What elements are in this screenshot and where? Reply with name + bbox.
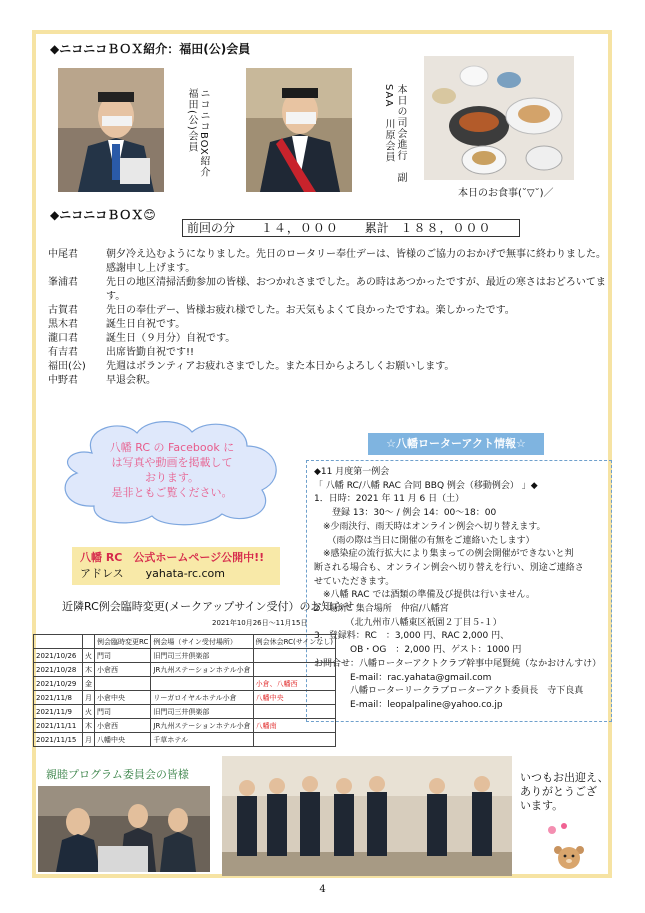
facebook-line2: は写真や動画を掲載して: [111, 456, 233, 469]
schedule-day: 木: [83, 719, 95, 733]
rac-line: ※少雨決行、雨天時はオンライン例会へ切り替えます。: [314, 521, 546, 532]
nico-messages: [48, 248, 608, 388]
schedule-day: 火: [83, 649, 95, 663]
message-row: [48, 276, 608, 304]
schedule-venue: リーガロイヤルホテル小倉: [151, 691, 253, 705]
schedule-date: 2021/10/29: [34, 677, 83, 691]
schedule-header-cell: [34, 635, 83, 649]
schedule-rc: 小倉西: [95, 663, 151, 677]
rac-content: [314, 466, 601, 713]
message-text: 先日の地区清掃活動参加の皆様、おつかれさまでした。あの時はあつかったですが、最近の寒さはおどろいてます。: [106, 277, 606, 302]
schedule-day: 金: [83, 677, 95, 691]
rac-line: 八幡ローターリークラブローターアクト委員長 寺下良真: [314, 686, 584, 697]
rac-line: 3．登録料：RC ：3,000 円、RAC 2,000 円、: [314, 631, 510, 642]
schedule-closed: 八幡南: [253, 719, 335, 733]
schedule-closed: [253, 705, 335, 719]
homepage-title: 八幡 RC 公式ホームページ公開中!!: [80, 551, 265, 564]
message-text: 早退会釈。: [106, 375, 156, 386]
photo-greeters: [222, 756, 512, 876]
rac-line: ※八幡 RAC では酒類の準備及び提供は行いません。: [314, 590, 535, 601]
rac-line: E-mail：rac.yahata@gmail.com: [314, 672, 492, 683]
schedule-header-row: [34, 635, 336, 649]
schedule-date: 2021/10/26: [34, 649, 83, 663]
message-text: 先週はボランティアお疲れさまでした。また本日からよろしくお願いします。: [106, 361, 455, 372]
message-row: [48, 304, 608, 318]
schedule-closed: [253, 649, 335, 663]
schedule-rc: 小倉西: [95, 719, 151, 733]
schedule-date: 2021/10/28: [34, 663, 83, 677]
schedule-date: 2021/11/11: [34, 719, 83, 733]
schedule-row: [34, 691, 336, 705]
schedule-closed: [253, 663, 335, 677]
schedule-header-cell: 例会休会RC(サインなし): [253, 635, 335, 649]
thanks-line3: います。: [520, 799, 564, 812]
message-name: 瀧口君: [48, 333, 78, 344]
rac-line: 断される場合も、オンライン例会へ切り替えを行い、別途ご連絡さ: [314, 562, 584, 573]
rac-line: お問合せ：八幡ローターアクトクラブ幹事中尾賢純（なかおけんすけ）: [314, 658, 602, 669]
rac-line: OB・OG ：2,000 円、ゲスト：1000 円: [314, 645, 522, 656]
schedule-rc: [95, 677, 151, 691]
schedule-venue: JR九州ステーションホテル小倉: [151, 719, 253, 733]
rac-line: 2．場所：集合場所 仲宿/八幡宮: [314, 604, 449, 615]
message-text: 出席皆勤自祝です!!: [106, 347, 195, 358]
schedule-rc: 小倉中央: [95, 691, 151, 705]
summary-label: 前回の分: [187, 221, 236, 235]
page-number: 4: [319, 884, 326, 895]
nico-box-title: ◆ニコニコＢＯＸ😊: [50, 208, 156, 222]
bear-illustration-icon: [538, 820, 598, 874]
message-row: [48, 374, 608, 388]
facebook-cloud: [52, 418, 292, 528]
thanks-text: [520, 771, 609, 813]
total-value: １８８，０００: [400, 221, 492, 235]
rac-line: せていただきます。: [314, 576, 395, 587]
thanks-line1: いつもお出迎え、: [520, 771, 609, 784]
facebook-line3: おります。: [144, 471, 200, 484]
schedule-closed: 八幡中央: [253, 691, 335, 705]
homepage-box: [72, 547, 280, 585]
message-text: 先日の奉仕デー、皆様お疲れ様でした。お天気もよくて良かったですね。楽しかったです。: [106, 305, 515, 316]
nico-summary-box: [182, 219, 520, 237]
nico-intro-title: ◆ニコニコＢＯＸ紹介：福田(公)会員: [50, 42, 251, 56]
schedule-table: [33, 634, 336, 747]
schedule-rc: 門司: [95, 649, 151, 663]
schedule-row: [34, 663, 336, 677]
schedule-date: 2021/11/15: [34, 733, 83, 747]
photo-meal: [424, 56, 574, 180]
rac-line: （雨の際は当日に開催の有無をご連絡いたします）: [314, 535, 535, 546]
schedule-header-cell: 例会場（サイン受付場所）: [151, 635, 253, 649]
schedule-row: [34, 705, 336, 719]
message-text: 朝夕冷え込むようになりました。先日のロータリー奉仕デーは、皆様のご協力のおかげで無事に終わりました。感謝申し上げます。: [106, 249, 606, 274]
message-name: 黒木君: [48, 319, 78, 330]
message-name: 中野君: [48, 375, 78, 386]
rac-title: ☆八幡ローターアクト情報☆: [368, 433, 544, 455]
facebook-line1: 八幡 RC の Facebook に: [109, 441, 235, 454]
schedule-day: 月: [83, 733, 95, 747]
schedule-date: 2021/11/8: [34, 691, 83, 705]
shinboku-title: 親睦プログラム委員会の皆様: [46, 768, 189, 781]
message-text: 誕生日（９月分）自祝です。: [106, 333, 236, 344]
message-name: 福田(公): [48, 361, 86, 372]
schedule-venue: JR九州ステーションホテル小倉: [151, 663, 253, 677]
schedule-period: 2021年10月26日～11月15日: [212, 619, 308, 627]
schedule-header-cell: 例会臨時変更RC: [95, 635, 151, 649]
photo-shinboku: [38, 786, 210, 872]
message-text: 誕生日自祝です。: [106, 319, 186, 330]
schedule-day: 木: [83, 663, 95, 677]
rac-line: 「 八幡 RC/八幡 RAC 合同 BBQ 例会（移動例会） 」◆: [314, 480, 538, 491]
rac-line: 1．日時：2021 年 11 月 6 日（土）: [314, 494, 465, 505]
facebook-line4: 是非ともご覧ください。: [111, 486, 233, 499]
schedule-row: [34, 719, 336, 733]
homepage-address-label: アドレス: [80, 567, 124, 580]
caption-fukuda: ニコニコBOX紹介 福田(公)会員: [186, 88, 209, 189]
caption-kawahara: 本日の司会進行 副SAA 川原会員: [383, 84, 406, 183]
caption-meal: 本日のお食事(˘▽˘)／: [458, 188, 554, 199]
schedule-day: 月: [83, 691, 95, 705]
schedule-header-cell: [83, 635, 95, 649]
message-row: [48, 360, 608, 374]
homepage-address[interactable]: yahata-rc.com: [145, 567, 225, 580]
schedule-title: 近隣RC例会臨時変更(メークアップサイン受付）のお知らせ: [62, 600, 355, 613]
schedule-day: 火: [83, 705, 95, 719]
message-row: [48, 332, 608, 346]
schedule-closed: 小倉、八幡西: [253, 677, 335, 691]
rac-line: 登録 13：30～ / 例会 14：00～18：00: [314, 508, 497, 519]
message-row: [48, 318, 608, 332]
schedule-venue: [151, 677, 253, 691]
schedule-row: [34, 649, 336, 663]
rac-line: E-mail：leopalpaline@yahoo.co.jp: [314, 699, 503, 710]
schedule-date: 2021/11/9: [34, 705, 83, 719]
thanks-line2: ありがとうござ: [520, 785, 597, 798]
schedule-venue: 千草ホテル: [151, 733, 253, 747]
schedule-closed: [253, 733, 335, 747]
message-name: 中尾君: [48, 249, 78, 260]
summary-value: １４，０００: [260, 221, 339, 235]
schedule-row: [34, 677, 336, 691]
schedule-rc: 門司: [95, 705, 151, 719]
schedule-rc: 八幡中央: [95, 733, 151, 747]
photo-fukuda: [58, 68, 164, 192]
rac-line: ◆11 月度第一例会: [314, 467, 390, 477]
message-row: [48, 346, 608, 360]
message-name: 峯浦君: [48, 277, 78, 288]
schedule-row: [34, 733, 336, 747]
photo-kawahara: [246, 68, 352, 192]
total-label: 累計: [364, 221, 389, 235]
schedule-venue: 旧門司三井倶楽部: [151, 649, 253, 663]
rac-line: ※感染症の流行拡大により集まっての例会開催ができないと判: [314, 549, 574, 560]
rac-line: （北九州市八幡東区祇園２丁目５-１）: [314, 617, 502, 628]
message-name: 古賀君: [48, 305, 78, 316]
message-name: 有吉君: [48, 347, 78, 358]
schedule-venue: 旧門司三井倶楽部: [151, 705, 253, 719]
message-row: [48, 248, 608, 276]
